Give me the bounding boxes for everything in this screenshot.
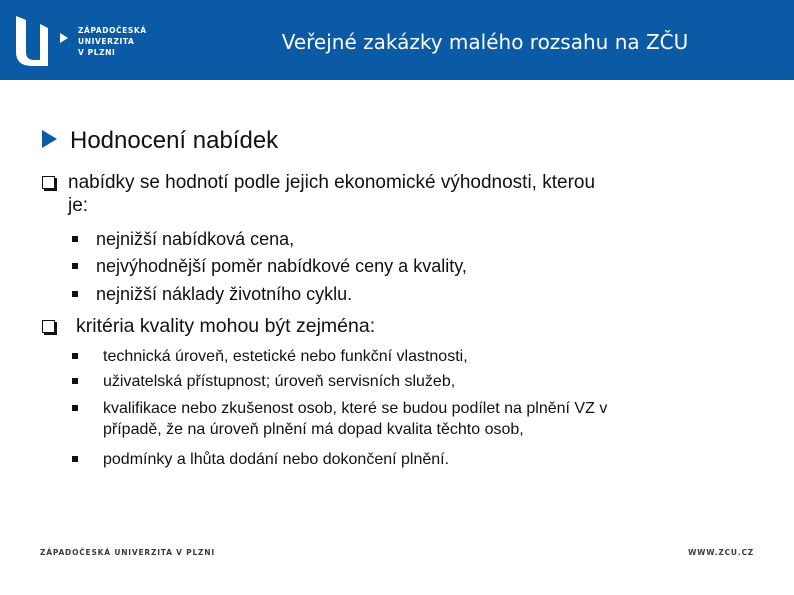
list-item: uživatelská přístupnost; úroveň servisních služeb, <box>103 373 456 390</box>
list-item: nejvýhodnější poměr nabídkové ceny a kvality, <box>96 256 467 276</box>
logo-line-3: V PLZNI <box>78 48 116 57</box>
list-item: technická úroveň, estetické nebo funkční vlastnosti, <box>103 348 468 365</box>
logo-line-1: ZÁPADOČESKÁ <box>78 26 147 35</box>
square-bullet-icon <box>72 236 78 242</box>
list-item: podmínky a lhůta dodání nebo dokončení plnění. <box>103 451 450 468</box>
triangle-right-icon <box>42 130 57 148</box>
square-bullet-icon <box>72 456 78 462</box>
header-bar <box>0 0 794 80</box>
list-item-continuation: případě, že na úroveň plnění má dopad kvalita těchto osob, <box>103 421 524 438</box>
list-item: nejnižší nabídková cena, <box>96 229 295 249</box>
square-bullet-icon <box>72 378 78 384</box>
square-bullet-icon <box>72 353 78 359</box>
list-item: kvalifikace nebo zkušenost osob, které se budou podílet na plnění VZ v <box>103 400 608 417</box>
logo-arrow-icon <box>60 33 68 43</box>
intro-paragraph-continuation: je: <box>68 195 89 216</box>
intro-paragraph: nabídky se hodnotí podle jejich ekonomické výhodnosti, kterou <box>68 172 596 193</box>
logo-text <box>78 25 147 58</box>
logo-line-2: UNIVERZITA <box>78 37 135 46</box>
checkbox-bullet-icon <box>42 320 55 333</box>
page-title: Veřejné zakázky malého rozsahu na ZČU <box>281 30 689 54</box>
zcu-logo-icon <box>12 12 50 68</box>
square-bullet-icon <box>72 405 78 411</box>
footer-website-link[interactable]: WWW.ZCU.CZ <box>688 548 754 557</box>
footer-university-name: ZÁPADOČESKÁ UNIVERZITA V PLZNI <box>40 548 215 557</box>
list-item: nejnižší náklady životního cyklu. <box>96 284 353 304</box>
square-bullet-icon <box>72 291 78 297</box>
square-bullet-icon <box>72 263 78 269</box>
quality-intro: kritéria kvality mohou být zejména: <box>76 315 376 337</box>
section-heading: Hodnocení nabídek <box>70 127 279 154</box>
checkbox-bullet-icon <box>42 176 55 189</box>
